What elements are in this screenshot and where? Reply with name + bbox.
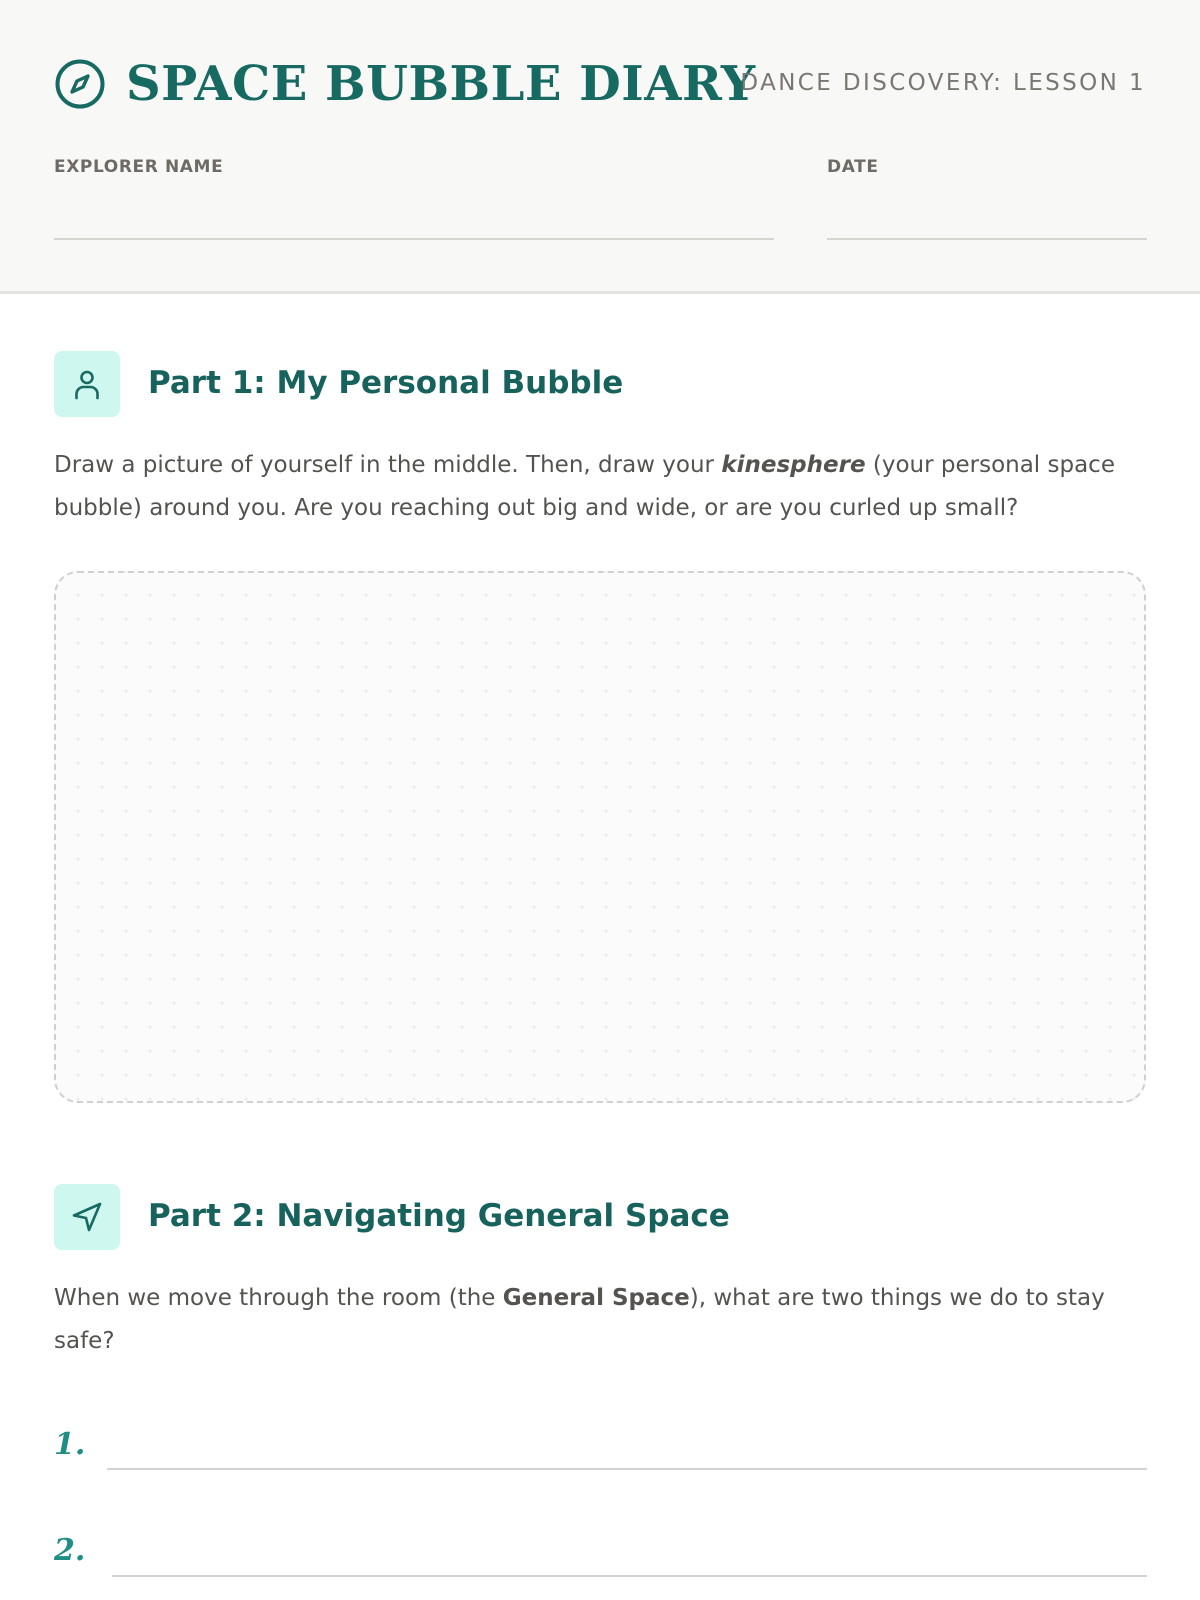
part1-instruction-text-end: (your personal space bubble) around you. Are you reaching out big and wide, or are you curled up small?: [54, 452, 1115, 521]
person-icon: [71, 368, 103, 400]
explorer-name-line[interactable]: [54, 238, 774, 240]
explorer-name-label: EXPLORER NAME: [54, 157, 224, 177]
answer-number-1: 1.: [54, 1427, 86, 1462]
worksheet-header: [0, 0, 1200, 294]
part2-icon-badge: [54, 1184, 120, 1250]
part1-instruction-text: Draw a picture of yourself in the middle. Then, draw your: [54, 452, 722, 478]
date-line[interactable]: [827, 238, 1147, 240]
date-label: DATE: [827, 157, 879, 177]
part2-question-text-end: ), what are two things we do to stay safe?: [54, 1285, 1105, 1354]
part1-icon-badge: [54, 351, 120, 417]
kinesphere-term: kinesphere: [721, 452, 866, 478]
navigation-arrow-icon: [71, 1201, 103, 1233]
part2-question-text: When we move through the room (the: [54, 1285, 503, 1311]
part2-title: Part 2: Navigating General Space: [148, 1198, 730, 1234]
general-space-term: General Space: [502, 1285, 690, 1311]
worksheet-title: SPACE BUBBLE DIARY: [126, 56, 756, 112]
part1-title: Part 1: My Personal Bubble: [148, 365, 624, 401]
part2-question: [54, 1277, 1154, 1363]
compass-icon: [54, 58, 106, 110]
answer-number-2: 2.: [54, 1533, 86, 1568]
lesson-label: DANCE DISCOVERY: LESSON 1: [740, 70, 1146, 96]
answer-line-2[interactable]: [112, 1575, 1147, 1577]
part1-instructions: [54, 444, 1154, 530]
answer-line-1[interactable]: [107, 1468, 1147, 1470]
drawing-area[interactable]: [54, 571, 1146, 1103]
